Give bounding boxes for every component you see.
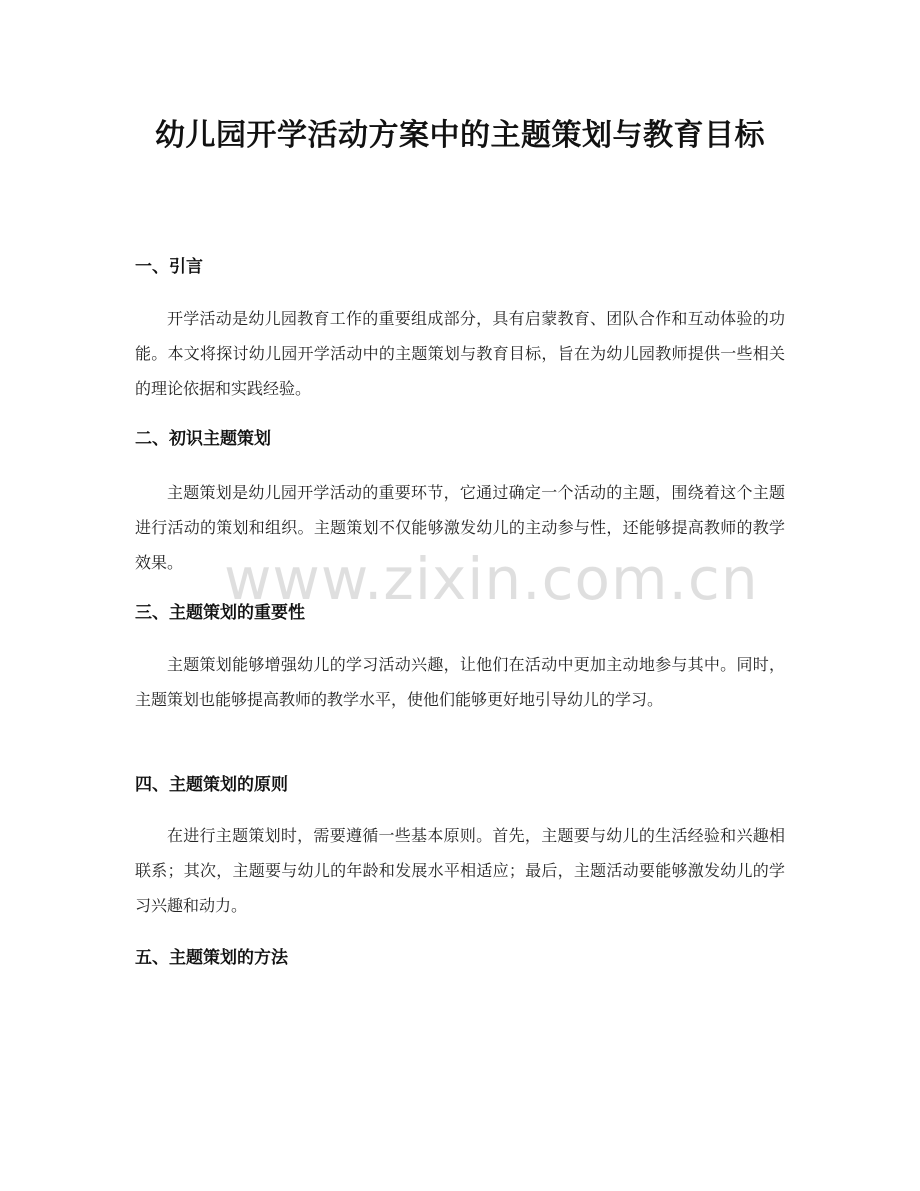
section-heading-principles: 四、主题策划的原则	[135, 775, 288, 795]
watermark: www.zixin.com.cn	[224, 545, 759, 613]
section-heading-theme-planning: 二、初识主题策划	[135, 429, 271, 449]
section-paragraph-intro: 开学活动是幼儿园教育工作的重要组成部分，具有启蒙教育、团队合作和互动体验的功能。本文将探讨幼儿园开学活动中的主题策划与教育目标，旨在为幼儿园教师提供一些相关的理论依据和实践经验。	[135, 309, 785, 398]
document-title: 幼儿园开学活动方案中的主题策划与教育目标	[155, 118, 765, 153]
section-paragraph-principles: 在进行主题策划时，需要遵循一些基本原则。首先，主题要与幼儿的生活经验和兴趣相联系；其次，主题要与幼儿的年龄和发展水平相适应；最后，主题活动要能够激发幼儿的学习兴趣和动力。	[135, 826, 785, 915]
section-heading-importance: 三、主题策划的重要性	[135, 603, 305, 623]
section-paragraph-importance: 主题策划能够增强幼儿的学习活动兴趣，让他们在活动中更加主动地参与其中。同时，主题策划也能够提高教师的教学水平，使他们能够更好地引导幼儿的学习。	[135, 655, 785, 709]
section-paragraph-theme-planning: 主题策划是幼儿园开学活动的重要环节，它通过确定一个活动的主题，围绕着这个主题进行活动的策划和组织。主题策划不仅能够激发幼儿的主动参与性，还能够提高教师的教学效果。	[135, 483, 785, 572]
section-heading-methods: 五、主题策划的方法	[135, 948, 288, 968]
section-heading-intro: 一、引言	[135, 257, 203, 277]
